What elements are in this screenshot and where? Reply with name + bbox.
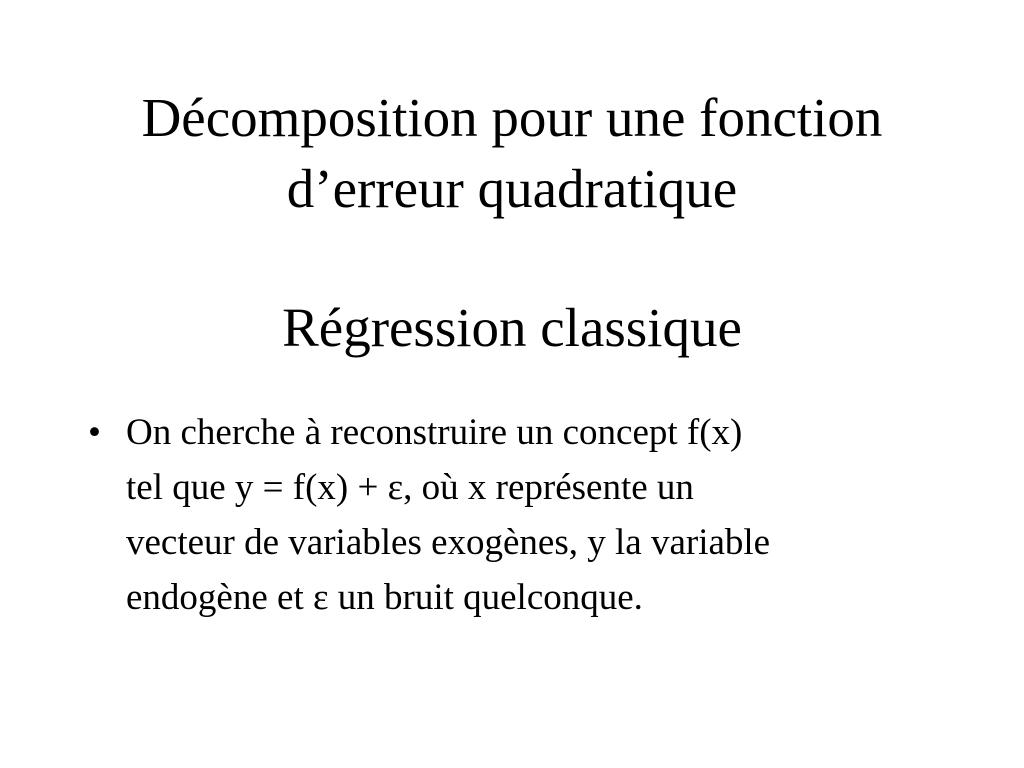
bullet-line-3: vecteur de variables exogènes, y la variable [126, 522, 771, 563]
bullet-list [88, 405, 948, 625]
title-line-1: Décomposition pour une fonction [141, 87, 883, 148]
slide-title [60, 82, 964, 363]
bullet-marker: • [88, 412, 101, 453]
bullet-line-4: endogène et ε un bruit quelconque. [126, 577, 643, 618]
slide-subtitle: Régression classique [282, 297, 742, 358]
bullet-line-1: On cherche à reconstruire un concept f(x) [126, 412, 743, 453]
bullet-item [88, 405, 948, 625]
title-line-2: d’erreur quadratique [286, 158, 738, 219]
bullet-line-2: tel que y = f(x) + ε, où x représente un [126, 467, 694, 508]
bullet-text [126, 405, 948, 625]
